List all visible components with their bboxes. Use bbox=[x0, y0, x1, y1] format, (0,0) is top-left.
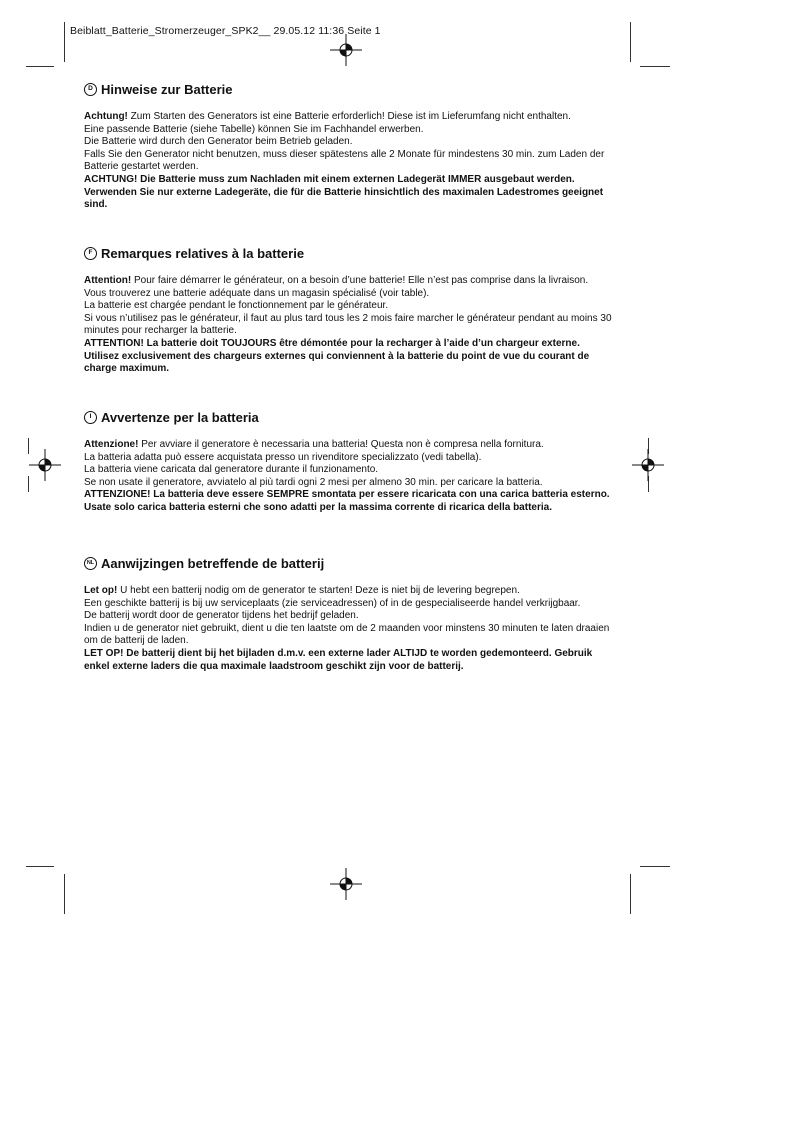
paragraph-text: Pour faire démarrer le générateur, on a besoin d’une batterie! Elle n’est pas comprise dans la livraison. bbox=[131, 275, 589, 286]
language-badge-icon: F bbox=[84, 247, 97, 260]
section-body bbox=[84, 439, 614, 515]
paragraph: Indien u de generator niet gebruikt, dient u die ten laatste om de 2 maanden voor minstens 30 minuten te laten draaien om de batterij de laden. bbox=[84, 622, 610, 647]
registration-mark-left-icon bbox=[29, 449, 61, 481]
print-header: Beiblatt_Batterie_Stromerzeuger_SPK2__ 29.05.12 11:36 Seite 1 bbox=[70, 25, 381, 37]
section-title bbox=[84, 410, 614, 425]
lead-label: Attenzione! bbox=[84, 439, 139, 450]
paragraph-text: U hebt een batterij nodig om de generator te starten! Deze is niet bij de levering begrepen. bbox=[117, 585, 520, 596]
section-german bbox=[84, 82, 614, 212]
section-title-text: Avvertenze per la batteria bbox=[101, 410, 259, 425]
section-title bbox=[84, 246, 614, 261]
crop-mark-top-right-v bbox=[630, 22, 631, 62]
section-title bbox=[84, 556, 614, 571]
section-french bbox=[84, 246, 614, 376]
paragraph: Se non usate il generatore, avviatelo al più tardi ogni 2 mesi per almeno 30 min. per caricare la batteria. bbox=[84, 476, 543, 488]
paragraph: Eine passende Batterie (siehe Tabelle) können Sie im Fachhandel erwerben. bbox=[84, 123, 424, 135]
lead-label: Attention! bbox=[84, 275, 132, 286]
warning-paragraph: ATTENTION! La batterie doit TOUJOURS être démontée pour la recharger à l’aide d’un chargeur externe. Utilisez exclusivement des chargeurs externes qui conviennent à la batterie du point de vue du courant de charge maximum. bbox=[84, 337, 590, 375]
warning-paragraph: ACHTUNG! Die Batterie muss zum Nachladen mit einem externen Ladegerät IMMER ausgebaut werden. Verwenden Sie nur externe Ladegeräte, die für die Batterie hinsichtlich des maximalen Ladestromes geeignet sind. bbox=[84, 173, 604, 211]
paragraph: De batterij wordt door de generator tijdens het bedrijf geladen. bbox=[84, 610, 359, 622]
paragraph-text: Per avviare il generatore è necessaria una batteria! Questa non è compresa nella fornitura. bbox=[138, 439, 544, 450]
paragraph bbox=[84, 111, 614, 124]
paragraph: Die Batterie wird durch den Generator beim Betrieb geladen. bbox=[84, 136, 353, 148]
paragraph-text: Zum Starten des Generators ist eine Batterie erforderlich! Diese ist im Lieferumfang nicht enthalten. bbox=[127, 111, 571, 122]
section-dutch bbox=[84, 556, 614, 673]
crop-mark-bottom-left-h bbox=[26, 866, 54, 867]
paragraph: La batteria viene caricata dal generatore durante il funzionamento. bbox=[84, 464, 379, 476]
paragraph: Een geschikte batterij is bij uw serviceplaats (zie serviceadressen) of in de gespecialiseerde handel verkrijgbaar. bbox=[84, 597, 581, 609]
registration-mark-top-icon bbox=[330, 34, 362, 66]
section-italian bbox=[84, 410, 614, 515]
paragraph bbox=[84, 439, 614, 452]
paragraph: Falls Sie den Generator nicht benutzen, muss dieser spätestens alle 2 Monate für mindestens 30 min. zum Laden der Batterie gestartet werden. bbox=[84, 148, 605, 173]
language-badge-icon: I bbox=[84, 411, 97, 424]
section-title bbox=[84, 82, 614, 97]
paragraph: La batterie est chargée pendant le fonctionnement par le générateur. bbox=[84, 300, 389, 312]
language-badge-icon: D bbox=[84, 83, 97, 96]
registration-mark-bottom-icon bbox=[330, 868, 362, 900]
crop-mark-bottom-right-v bbox=[630, 874, 631, 914]
lead-label: Achtung! bbox=[84, 111, 128, 122]
crop-mark-top-right-h bbox=[640, 66, 670, 67]
registration-mark-right-icon bbox=[632, 449, 664, 481]
section-body bbox=[84, 111, 614, 212]
section-title-text: Hinweise zur Batterie bbox=[101, 82, 233, 97]
warning-paragraph: LET OP! De batterij dient bij het bijladen d.m.v. een externe lader ALTIJD te worden gedemonteerd. Gebruik enkel externe laders die qua maximale laadstroom geschikt zijn voor de batterij. bbox=[84, 647, 593, 672]
section-title-text: Aanwijzingen betreffende de batterij bbox=[101, 556, 325, 571]
section-body bbox=[84, 275, 614, 376]
crop-mark-bottom-right-h bbox=[640, 866, 670, 867]
crop-mark-bottom-left-v bbox=[64, 874, 65, 914]
paragraph: Si vous n’utilisez pas le générateur, il faut au plus tard tous les 2 mois faire marcher le générateur pendant au moins 30 minutes pour recharger la batterie. bbox=[84, 312, 612, 337]
section-body bbox=[84, 585, 614, 673]
lead-label: Let op! bbox=[84, 585, 118, 596]
warning-paragraph: ATTENZIONE! La batteria deve essere SEMPRE smontata per essere ricaricata con una carica batteria esterno. Usate solo carica batteria esterni che sono adatti per la massima corrente di ricarica della batteria. bbox=[84, 489, 610, 513]
language-badge-icon: NL bbox=[84, 557, 97, 570]
paragraph: La batteria adatta può essere acquistata presso un rivenditore specializzato (vedi tabella). bbox=[84, 451, 482, 463]
paragraph: Vous trouverez une batterie adéquate dans un magasin spécialisé (voir table). bbox=[84, 287, 430, 299]
paragraph bbox=[84, 585, 614, 598]
crop-mark-top-left-h bbox=[26, 66, 54, 67]
section-title-text: Remarques relatives à la batterie bbox=[101, 246, 305, 261]
paragraph bbox=[84, 275, 614, 288]
crop-mark-top-left-v bbox=[64, 22, 65, 62]
